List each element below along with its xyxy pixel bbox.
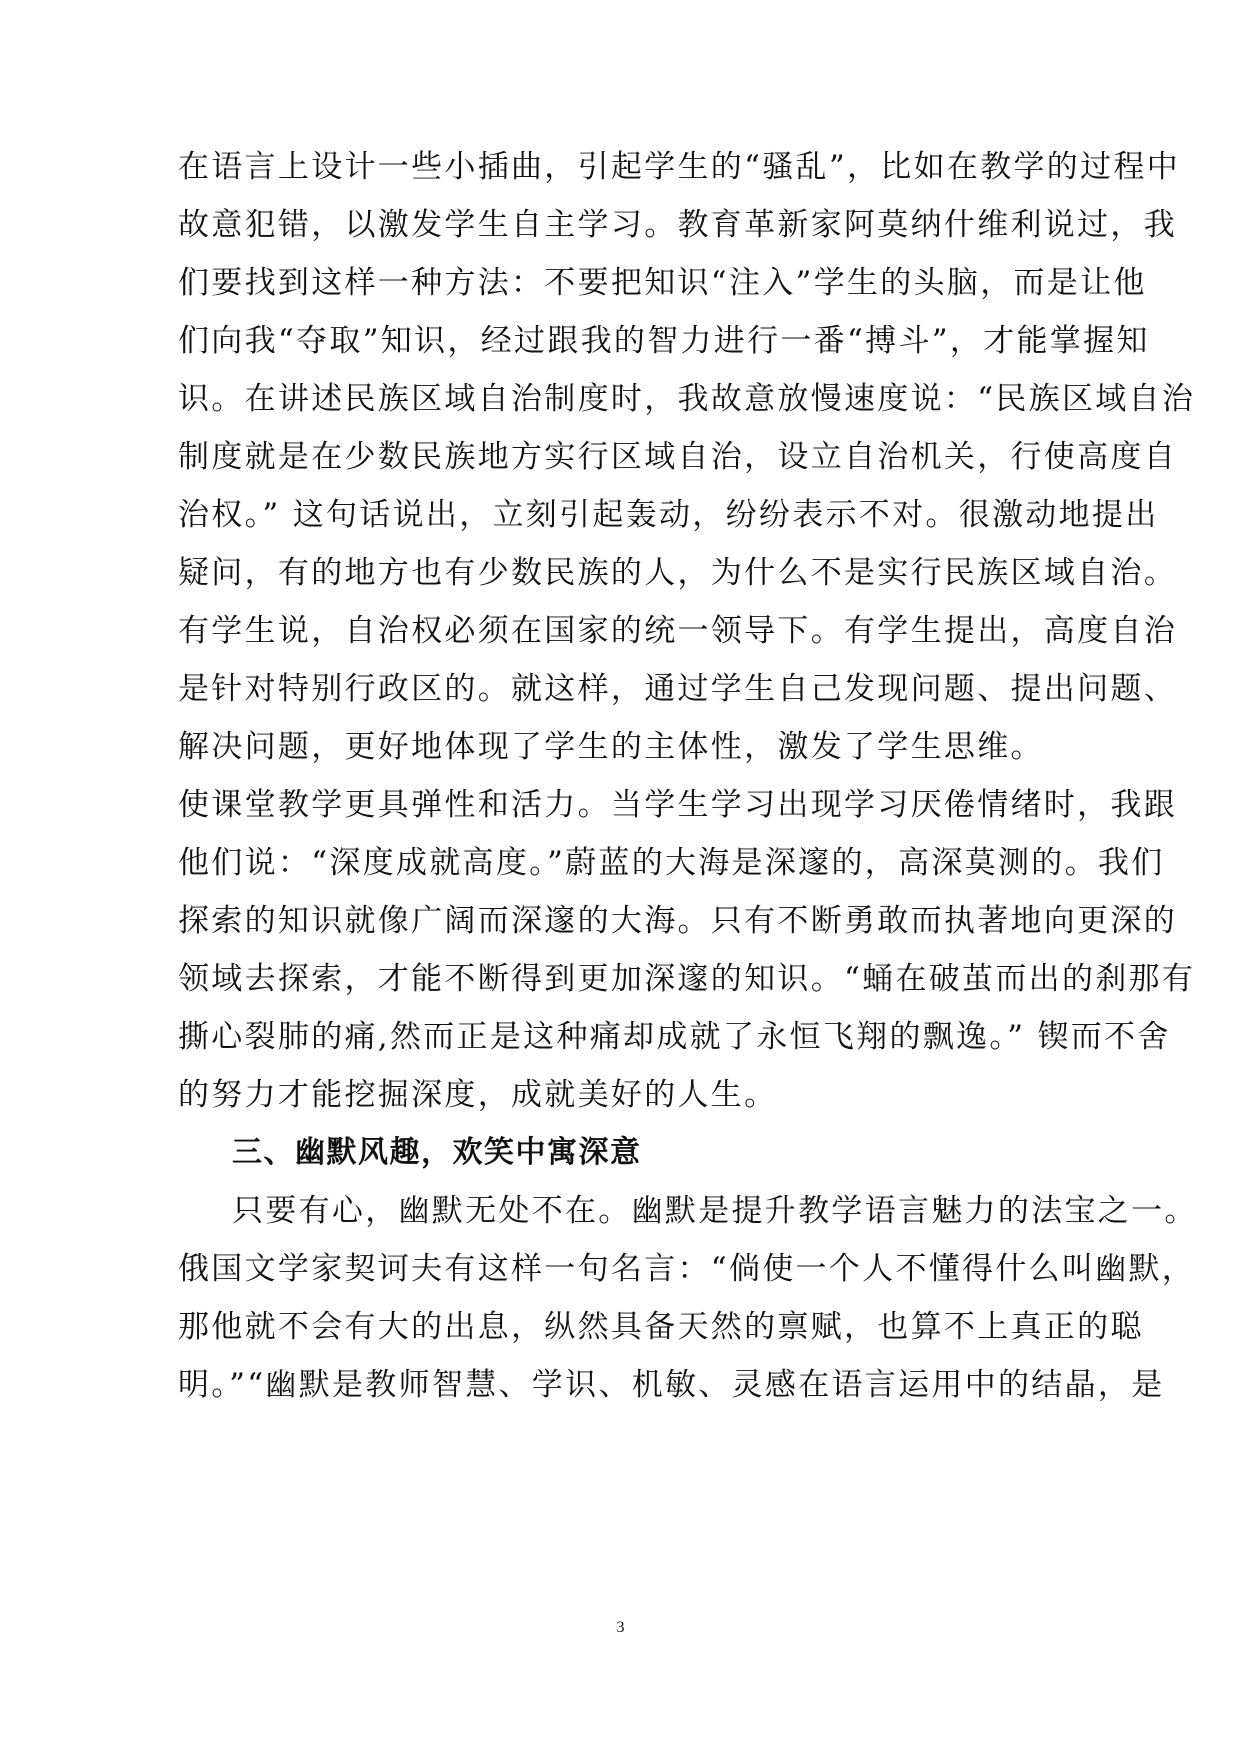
body-line: 那他就不会有大的出息，纵然具备天然的禀赋，也算不上真正的聪 (178, 1309, 1144, 1345)
body-line: 故意犯错，以激发学生自主学习。教育革新家阿莫纳什维利说过，我 (178, 207, 1177, 243)
body-line: 的努力才能挖掘深度，成就美好的人生。 (178, 1077, 778, 1113)
body-line: 在语言上设计一些小插曲，引起学生的“骚乱”，比如在教学的过程中 (178, 149, 1180, 185)
body-line: 只要有心，幽默无处不在。幽默是提升教学语言魅力的法宝之一。 (232, 1193, 1198, 1229)
body-line: 使课堂教学更具弹性和活力。当学生学习出现学习厌倦情绪时，我跟 (178, 787, 1177, 823)
body-line: 明。”“幽默是教师智慧、学识、机敏、灵感在语言运用中的结晶，是 (178, 1367, 1165, 1403)
page-number: 3 (616, 1619, 625, 1636)
section-heading: 三、幽默风趣，欢笑中寓深意 (232, 1135, 642, 1170)
body-line: 们向我“夺取”知识，经过跟我的智力进行一番“搏斗”，才能掌握知 (178, 323, 1150, 359)
body-line: 探索的知识就像广阔而深邃的大海。只有不断勇敢而执著地向更深的 (178, 903, 1177, 939)
body-line: 们要找到这样一种方法：不要把知识“注入”学生的头脑，而是让他 (178, 265, 1147, 301)
body-line: 疑问，有的地方也有少数民族的人，为什么不是实行民族区域自治。 (178, 555, 1177, 591)
body-line: 有学生说，自治权必须在国家的统一领导下。有学生提出，高度自治 (178, 613, 1177, 649)
body-line: 是针对特别行政区的。就这样，通过学生自己发现问题、提出问题、 (178, 671, 1177, 707)
body-line: 治权。” 这句话说出，立刻引起轰动，纷纷表示不对。很激动地提出 (178, 497, 1159, 533)
body-line: 制度就是在少数民族地方实行区域自治，设立自治机关，行使高度自 (178, 439, 1177, 475)
body-line: 他们说：“深度成就高度。”蔚蓝的大海是深邃的，高深莫测的。我们 (178, 845, 1165, 881)
body-line: 撕心裂肺的痛,然而正是这种痛却成就了永恒飞翔的飘逸。” 锲而不舍 (178, 1019, 1171, 1055)
body-line: 识。在讲述民族区域自治制度时，我故意放慢速度说：“民族区域自治 (178, 381, 1196, 417)
body-line: 解决问题，更好地体现了学生的主体性，激发了学生思维。 (178, 729, 1044, 765)
body-line: 领域去探索，才能不断得到更加深邃的知识。“蛹在破茧而出的刹那有 (178, 961, 1196, 997)
body-line: 俄国文学家契诃夫有这样一句名言：“倘使一个人不懂得什么叫幽默， (178, 1251, 1196, 1287)
